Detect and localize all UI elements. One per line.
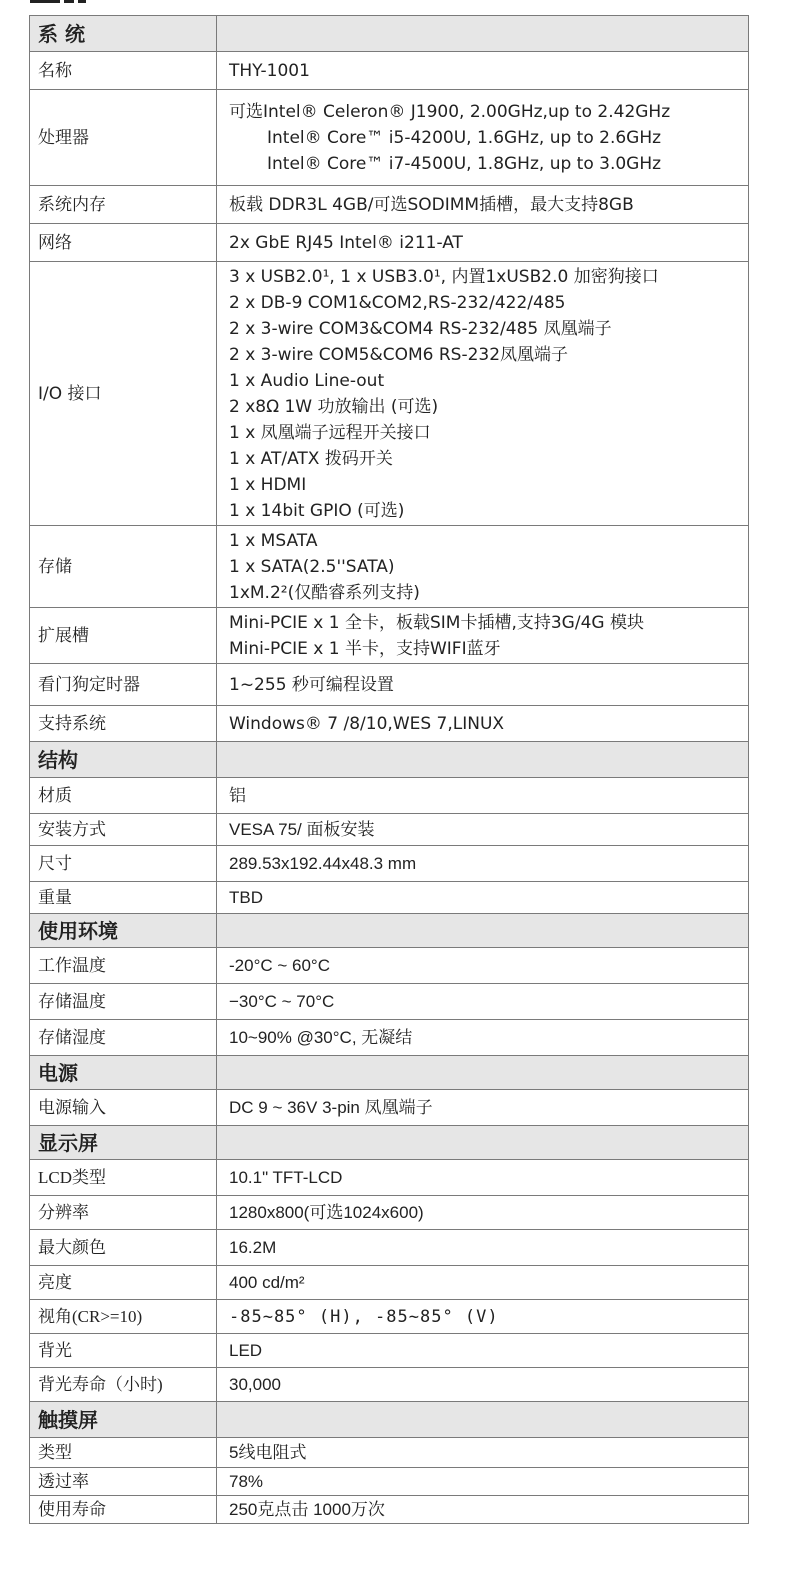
spec-value-line: 250克点击 1000万次 [229, 1499, 385, 1519]
spec-label: 系统内存 [30, 186, 217, 224]
spec-value-line: VESA 75/ 面板安装 [229, 819, 375, 839]
spec-value [217, 778, 749, 814]
spec-label: 安装方式 [30, 814, 217, 846]
spec-value-line: DC 9 ~ 36V 3-pin 凤凰端子 [229, 1097, 433, 1117]
spec-row [30, 1160, 749, 1196]
spec-label: 支持系统 [30, 706, 217, 742]
spec-row [30, 814, 749, 846]
section-header [30, 1126, 749, 1160]
spec-value-line: Intel® Core™ i7-4500U, 1.8GHz, up to 3.0GHz [267, 153, 662, 174]
spec-value-line: Windows® 7 /8/10,WES 7,LINUX [229, 713, 505, 734]
section-header [30, 742, 749, 778]
spec-label: 尺寸 [30, 846, 217, 882]
spec-label: 背光寿命（小时) [30, 1368, 217, 1402]
spec-value [217, 1368, 749, 1402]
spec-row [30, 778, 749, 814]
spec-value [217, 1020, 749, 1056]
section-title: 显示屏 [30, 1126, 217, 1160]
section-header [30, 914, 749, 948]
spec-value [217, 90, 749, 186]
spec-value-line: 5线电阻式 [229, 1442, 307, 1462]
spec-value [217, 526, 749, 608]
spec-label: 名称 [30, 52, 217, 90]
spec-value-line: 1xM.2²(仅酷睿系列支持) [229, 582, 420, 603]
section-title: 系 统 [30, 16, 217, 52]
spec-value [217, 664, 749, 706]
section-empty-cell [217, 914, 749, 948]
spec-value [217, 1496, 749, 1524]
spec-row [30, 984, 749, 1020]
section-header [30, 16, 749, 52]
spec-value-line: 1 x 凤凰端子远程开关接口 [229, 422, 431, 443]
spec-table [29, 15, 749, 1524]
spec-value-line: Intel® Core™ i5-4200U, 1.6GHz, up to 2.6GHz [267, 127, 662, 148]
spec-label: 分辨率 [30, 1196, 217, 1230]
spec-label: 存储 [30, 526, 217, 608]
spec-row [30, 1090, 749, 1126]
section-header [30, 1402, 749, 1438]
spec-value-line: 2x GbE RJ45 Intel® i211-AT [229, 232, 463, 253]
spec-row [30, 882, 749, 914]
spec-value [217, 1090, 749, 1126]
spec-row [30, 52, 749, 90]
spec-row [30, 664, 749, 706]
spec-value [217, 984, 749, 1020]
spec-value-line: 10~90% @30°C, 无凝结 [229, 1027, 413, 1047]
spec-row [30, 1266, 749, 1300]
spec-value [217, 262, 749, 526]
spec-value-line: 1 x HDMI [229, 474, 307, 495]
spec-value-line: 2 x 3-wire COM5&COM6 RS-232凤凰端子 [229, 344, 569, 365]
spec-value-line: 1 x AT/ATX 拨码开关 [229, 448, 393, 469]
spec-label: 视角(CR>=10) [30, 1300, 217, 1334]
spec-value-line: 30,000 [229, 1374, 281, 1394]
section-empty-cell [217, 1126, 749, 1160]
spec-label: 存储温度 [30, 984, 217, 1020]
spec-row [30, 1020, 749, 1056]
spec-row [30, 1496, 749, 1524]
spec-value [217, 1334, 749, 1368]
spec-value [217, 846, 749, 882]
spec-row [30, 846, 749, 882]
section-title: 触摸屏 [30, 1402, 217, 1438]
spec-value-line: 1 x SATA(2.5''SATA) [229, 556, 395, 577]
spec-value [217, 224, 749, 262]
section-header [30, 1056, 749, 1090]
spec-value-line: 3 x USB2.0¹, 1 x USB3.0¹, 内置1xUSB2.0 加密狗接口 [229, 266, 659, 287]
spec-label: 透过率 [30, 1468, 217, 1496]
spec-label: 重量 [30, 882, 217, 914]
spec-value-line: -20°C ~ 60°C [229, 955, 331, 975]
spec-label: 类型 [30, 1438, 217, 1468]
spec-label: 亮度 [30, 1266, 217, 1300]
section-empty-cell [217, 1056, 749, 1090]
spec-row [30, 186, 749, 224]
spec-label: 材质 [30, 778, 217, 814]
spec-value-line: −30°C ~ 70°C [229, 991, 335, 1011]
spec-row [30, 262, 749, 526]
spec-label: 工作温度 [30, 948, 217, 984]
spec-value [217, 882, 749, 914]
spec-label: 背光 [30, 1334, 217, 1368]
spec-value-line: 1 x 14bit GPIO (可选) [229, 500, 405, 521]
spec-value-line: 板载 DDR3L 4GB/可选SODIMM插槽，最大支持8GB [229, 194, 634, 215]
section-title: 结构 [30, 742, 217, 778]
spec-row [30, 1438, 749, 1468]
spec-value-line: 可选Intel® Celeron® J1900, 2.00GHz,up to 2.42GHz [229, 101, 671, 122]
section-empty-cell [217, 16, 749, 52]
spec-value-line: 78% [229, 1471, 264, 1491]
spec-label: 处理器 [30, 90, 217, 186]
spec-value [217, 52, 749, 90]
spec-label: 存储湿度 [30, 1020, 217, 1056]
section-empty-cell [217, 742, 749, 778]
cropped-heading-fragment [30, 0, 120, 3]
spec-row [30, 224, 749, 262]
spec-row [30, 1230, 749, 1266]
spec-value [217, 1160, 749, 1196]
spec-value [217, 1266, 749, 1300]
spec-value-line: -85~85° (H), -85~85° (V) [229, 1306, 499, 1327]
spec-row [30, 90, 749, 186]
spec-value-line: 铝 [229, 785, 246, 805]
spec-row [30, 1368, 749, 1402]
spec-value [217, 1230, 749, 1266]
spec-label: 电源输入 [30, 1090, 217, 1126]
spec-value-line: 2 x8Ω 1W 功放输出 (可选) [229, 396, 439, 417]
spec-value [217, 1300, 749, 1334]
spec-value-line: 1280x800(可选1024x600) [229, 1202, 424, 1222]
spec-value [217, 706, 749, 742]
spec-value [217, 948, 749, 984]
spec-row [30, 706, 749, 742]
spec-value [217, 1468, 749, 1496]
spec-row [30, 1196, 749, 1230]
spec-label: 网络 [30, 224, 217, 262]
spec-value [217, 1196, 749, 1230]
spec-label: 扩展槽 [30, 608, 217, 664]
spec-value-line: 16.2M [229, 1237, 277, 1257]
spec-label: 最大颜色 [30, 1230, 217, 1266]
section-title: 电源 [30, 1056, 217, 1090]
section-title: 使用环境 [30, 914, 217, 948]
spec-value-line: TBD [229, 887, 263, 907]
spec-value-line: 400 cd/m² [229, 1272, 305, 1292]
spec-row [30, 526, 749, 608]
spec-value [217, 1438, 749, 1468]
spec-label: I/O 接口 [30, 262, 217, 526]
spec-value-line: 1 x MSATA [229, 530, 318, 551]
spec-value-line: 1 x Audio Line-out [229, 370, 385, 391]
spec-value [217, 186, 749, 224]
spec-value-line: 289.53x192.44x48.3 mm [229, 853, 417, 873]
spec-label: 使用寿命 [30, 1496, 217, 1524]
spec-value-line: 2 x DB-9 COM1&COM2,RS-232/422/485 [229, 292, 566, 313]
section-empty-cell [217, 1402, 749, 1438]
spec-value-line: 2 x 3-wire COM3&COM4 RS-232/485 凤凰端子 [229, 318, 612, 339]
spec-row [30, 1300, 749, 1334]
spec-row [30, 948, 749, 984]
spec-row [30, 1468, 749, 1496]
spec-row [30, 608, 749, 664]
spec-value [217, 814, 749, 846]
spec-label: 看门狗定时器 [30, 664, 217, 706]
spec-value-line: 1~255 秒可编程设置 [229, 674, 394, 695]
spec-value-line: Mini-PCIE x 1 半卡，支持WIFI蓝牙 [229, 638, 501, 659]
spec-value-line: THY-1001 [229, 60, 310, 81]
spec-value-line: LED [229, 1340, 263, 1360]
spec-value [217, 608, 749, 664]
spec-label: LCD类型 [30, 1160, 217, 1196]
spec-value-line: 10.1" TFT-LCD [229, 1167, 343, 1187]
spec-value-line: Mini-PCIE x 1 全卡，板载SIM卡插槽,支持3G/4G 模块 [229, 612, 644, 633]
spec-row [30, 1334, 749, 1368]
